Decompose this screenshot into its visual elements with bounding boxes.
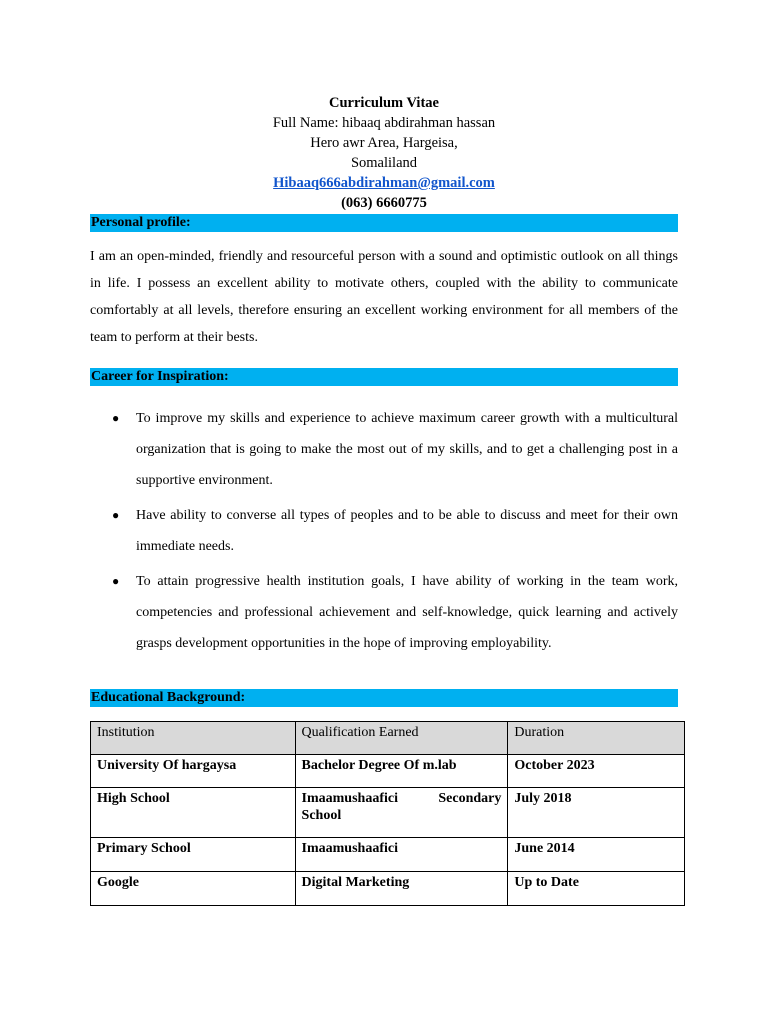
document-title: Curriculum Vitae <box>329 95 439 111</box>
column-header-institution: Institution <box>91 722 296 755</box>
column-header-qualification: Qualification Earned <box>295 722 508 755</box>
qualification-part: Secondary <box>438 791 502 806</box>
column-header-duration: Duration <box>508 722 685 755</box>
list-item <box>90 403 678 496</box>
institution-cell: University Of hargaysa <box>91 755 296 788</box>
email-link[interactable]: Hibaaq666abdirahman@gmail.com <box>273 175 495 191</box>
career-item-text: To attain progressive health institution goals, I have ability of working in the team work, competencies and professional achievement and self-knowledge, quick learning and actively grasps development opportunities in the hope of improving employability. <box>136 574 678 651</box>
bullet-icon: ● <box>112 411 120 425</box>
institution-cell: High School <box>91 788 296 838</box>
bullet-icon: ● <box>112 574 120 588</box>
table-header-row <box>91 722 685 755</box>
phone-number: (063) 6660775 <box>341 195 427 211</box>
duration-cell: Up to Date <box>508 872 685 906</box>
duration-cell: June 2014 <box>508 838 685 872</box>
career-heading: Career for Inspiration: <box>90 368 678 386</box>
career-item-text: Have ability to converse all types of peoples and to be able to discuss and meet for their own immediate needs. <box>136 508 678 554</box>
address-line-1: Hero awr Area, Hargeisa, <box>310 135 458 151</box>
qualification-cell <box>295 788 508 838</box>
career-item-text: To improve my skills and experience to achieve maximum career growth with a multicultural organization that is going to make the most out of my skills, and to get a challenging post in a supportive environment. <box>136 411 678 488</box>
education-heading: Educational Background: <box>90 689 678 707</box>
institution-cell: Google <box>91 872 296 906</box>
duration-cell: July 2018 <box>508 788 685 838</box>
table-row <box>91 872 685 906</box>
qualification-cell: Bachelor Degree Of m.lab <box>295 755 508 788</box>
table-row <box>91 838 685 872</box>
qualification-cell: Digital Marketing <box>295 872 508 906</box>
personal-profile-heading: Personal profile: <box>90 214 678 232</box>
cv-header <box>0 93 768 213</box>
education-table <box>90 721 685 906</box>
list-item <box>90 500 678 562</box>
personal-profile-text: I am an open-minded, friendly and resourceful person with a sound and optimistic outlook on all things in life. I possess an excellent ability to motivate others, coupled with the ability to communicate comfortably at all levels, therefore ensuring an excellent working environment for all members of the team to perform at their bests. <box>90 249 678 345</box>
qualification-cell: Imaamushaafici <box>295 838 508 872</box>
address-line-2: Somaliland <box>350 155 418 171</box>
career-list <box>90 403 678 659</box>
table-row <box>91 788 685 838</box>
qualification-part: School <box>301 808 342 823</box>
full-name: Full Name: hibaaq abdirahman hassan <box>272 115 496 131</box>
institution-cell: Primary School <box>91 838 296 872</box>
bullet-icon: ● <box>112 508 120 522</box>
duration-cell: October 2023 <box>508 755 685 788</box>
qualification-part: Imaamushaafici <box>301 791 398 806</box>
table-row <box>91 755 685 788</box>
list-item <box>90 566 678 659</box>
